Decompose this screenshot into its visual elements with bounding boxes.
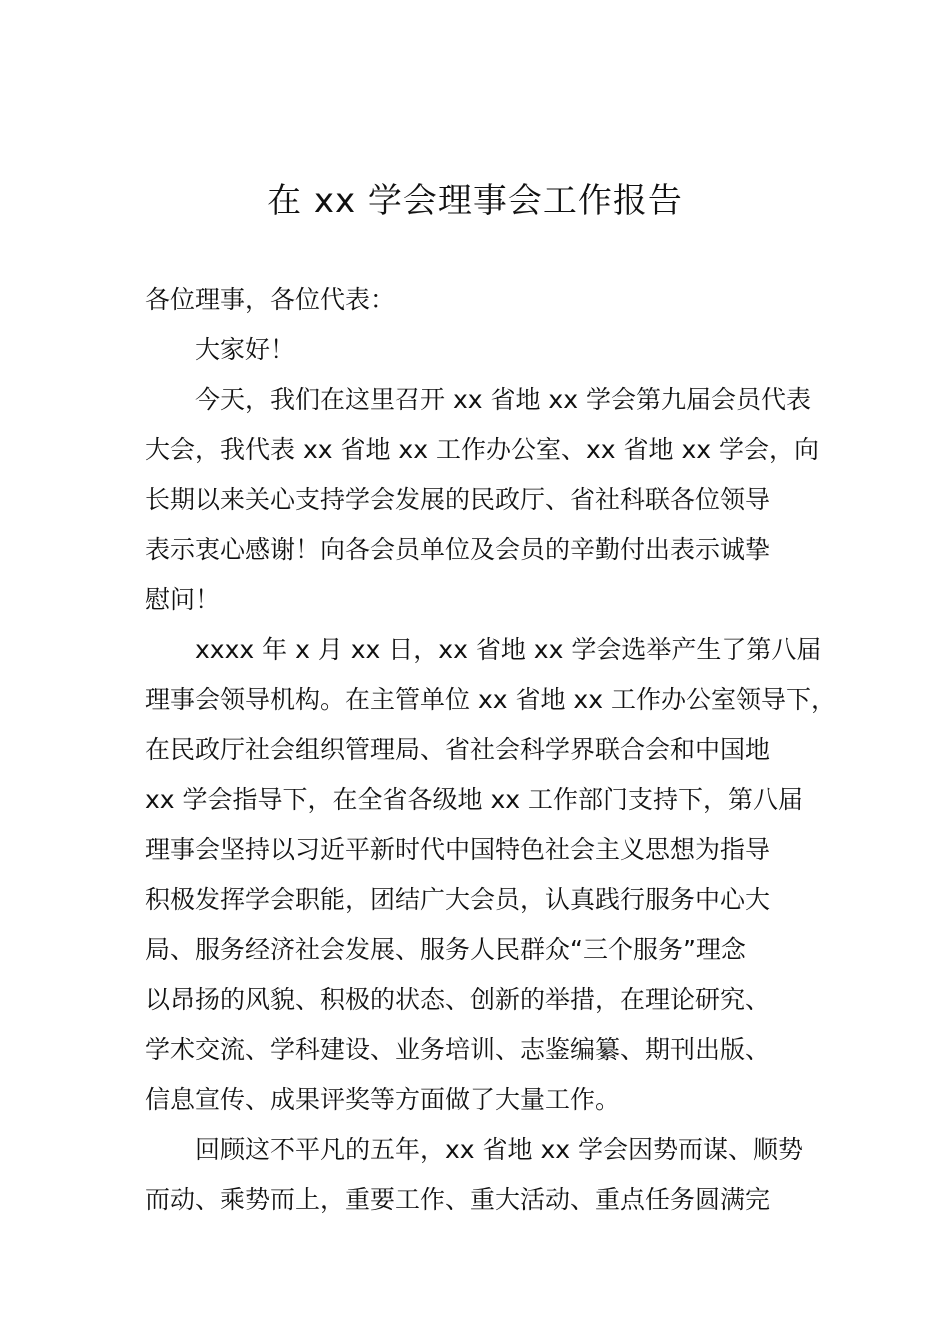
paragraph-line: 局、服务经济社会发展、服务人民群众“三个服务”理念 (145, 935, 746, 964)
paragraph-line: 今天，我们在这里召开 xx 省地 xx 学会第九届会员代表 (195, 385, 811, 414)
paragraph-line: 而动、乘势而上，重要工作、重大活动、重点任务圆满完 (145, 1185, 771, 1214)
greeting: 大家好！ (195, 335, 296, 364)
paragraph-line: 长期以来关心支持学会发展的民政厅、省社科联各位领导 (145, 485, 771, 514)
paragraph-line: 表示衷心感谢！向各会员单位及会员的辛勤付出表示诚挚 (145, 535, 771, 564)
paragraph-line: 信息宣传、成果评奖等方面做了大量工作。 (145, 1085, 621, 1114)
paragraph-line: 回顾这不平凡的五年，xx 省地 xx 学会因势而谋、顺势 (195, 1135, 804, 1164)
paragraph-line: 理事会坚持以习近平新时代中国特色社会主义思想为指导 (145, 835, 771, 864)
paragraph-line: xxxx 年 x 月 xx 日，xx 省地 xx 学会选举产生了第八届 (195, 635, 822, 664)
paragraph-line: xx 学会指导下，在全省各级地 xx 工作部门支持下，第八届 (145, 785, 804, 814)
paragraph-line: 慰问！ (145, 585, 221, 614)
paragraph-line: 大会，我代表 xx 省地 xx 工作办公室、xx 省地 xx 学会，向 (145, 435, 819, 464)
paragraph-line: 积极发挥学会职能，团结广大会员，认真践行服务中心大 (145, 885, 771, 914)
paragraph-line: 在民政厅社会组织管理局、省社会科学界联合会和中国地 (145, 735, 771, 764)
paragraph-line: 以昂扬的风貌、积极的状态、创新的举措，在理论研究、 (145, 985, 771, 1014)
paragraph-line: 理事会领导机构。在主管单位 xx 省地 xx 工作办公室领导下， (145, 685, 836, 714)
salutation: 各位理事，各位代表： (145, 285, 396, 314)
document-title: 在 xx 学会理事会工作报告 (267, 181, 683, 221)
paragraph-line: 学术交流、学科建设、业务培训、志鉴编纂、期刊出版、 (145, 1035, 771, 1064)
